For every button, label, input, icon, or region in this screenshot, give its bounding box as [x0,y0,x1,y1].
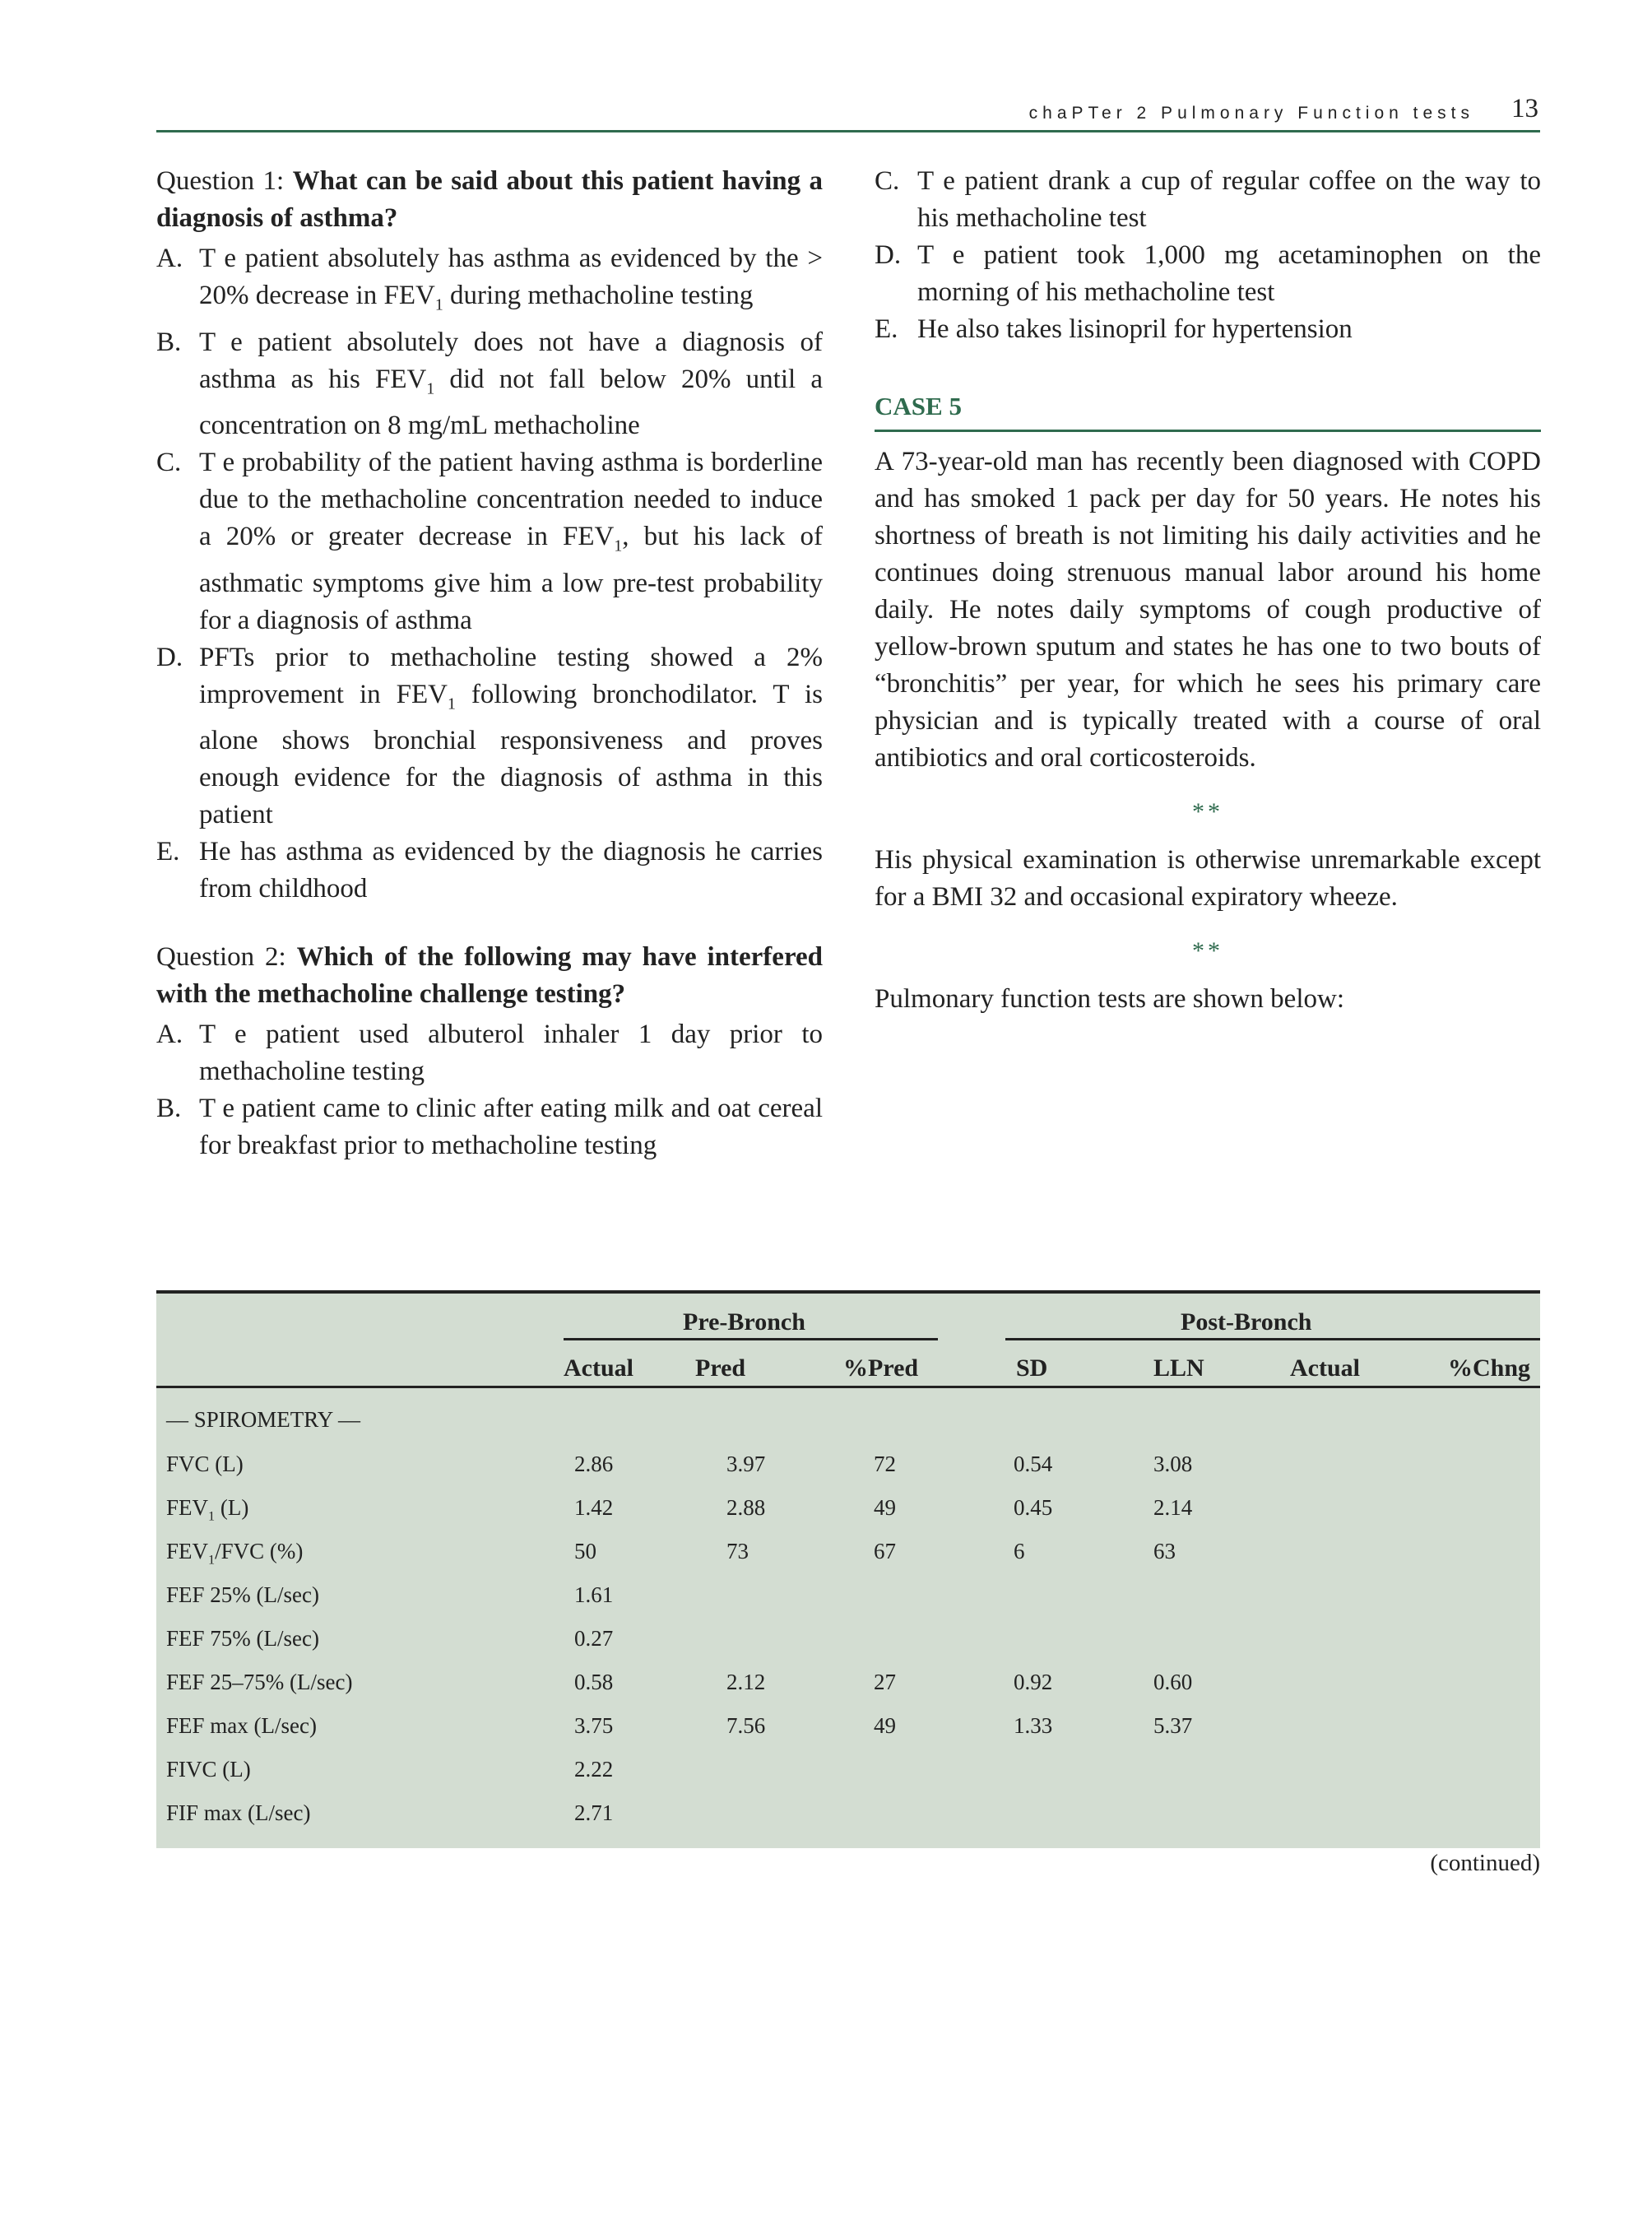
case-title: CASE 5 [875,388,1541,432]
table-row [156,1703,1540,1748]
answer-option [875,237,1541,311]
chapter-title: chaPTer 2 Pulmonary Function tests [1028,104,1474,123]
table-cell: 49 [874,1495,896,1520]
group-post-bronch: Post-Bronch [1181,1308,1312,1336]
row-label: $FEV_1$ (L) [166,1495,249,1524]
answer-option [156,834,823,908]
column-header: %Pred [843,1354,919,1382]
question-1-options [156,240,823,908]
table-cell: 0.92 [1014,1670,1053,1694]
case-paragraph-1: A 73-year-old man has recently been diagnosed with COPD and has smoked 1 pack per day for 50 years. He notes his shortness of breath is not limiting his daily activities and he continues doing strenuous manual labor around his home daily. He notes daily symptoms of cough productive of yellow-brown sputum and states he has one to two bouts of “bronchitis” per year, for which he sees his primary care physician and is typically treated with a course of oral antibiotics and oral corticosteroids. [875,447,1541,773]
table-cell: 7.56 [726,1713,766,1738]
question-1-text: What can be said about this patient having a diagnosis of asthma? [156,166,823,233]
row-label: FEF 25% (L/sec) [166,1582,319,1607]
option-letter: E. [875,314,898,344]
table-cell: 3.08 [1153,1452,1193,1476]
answer-option [156,324,823,445]
continued-note: (continued) [1430,1850,1540,1876]
table-cell: 5.37 [1153,1713,1193,1738]
group-pre-bronch: Pre-Bronch [683,1308,805,1336]
row-label: $FEV_1$/FVC (%) [166,1539,304,1568]
group-post-underline [1005,1338,1540,1340]
section-break: ** [1192,798,1223,825]
answer-option [156,240,823,324]
group-pre-underline [564,1338,938,1340]
table-cell: 0.58 [574,1670,614,1694]
table-cell: 0.54 [1014,1452,1053,1476]
column-header: %Chng [1448,1354,1531,1382]
row-label: FIF max (L/sec) [166,1800,311,1825]
table-cell: 1.33 [1014,1713,1053,1738]
left-column [156,163,823,1164]
table-row [156,1747,1540,1791]
table-cell: 2.71 [574,1800,614,1825]
case-paragraph-3: Pulmonary function tests are shown below: [875,984,1344,1014]
table-row [156,1529,1540,1573]
option-letter: B. [156,327,182,357]
table-cell: 27 [874,1670,896,1694]
table-cell: 72 [874,1452,896,1476]
option-text: He has asthma as evidenced by the diagnosis he carries from childhood [199,837,823,904]
option-text: T e patient came to clinic after eating milk and oat cereal for breakfast prior to methacholine testing [199,1094,823,1161]
section-break: ** [1192,937,1223,964]
column-header: Actual [564,1354,633,1382]
table-cell: 3.97 [726,1452,766,1476]
pft-table [156,1290,1540,1848]
option-text: T e patient took 1,000 mg acetaminophen on the morning of his methacholine test [917,240,1541,307]
answer-option [875,163,1541,237]
row-label: FEF max (L/sec) [166,1713,317,1738]
option-letter: C. [156,448,182,478]
option-letter: D. [875,240,902,270]
question-2-options [156,1016,823,1164]
answer-option [156,1016,823,1090]
option-text: T e probability of the patient having asthma is borderline due to the methacholine concentration needed to induce a 20% or greater decrease in $FEV_1$, but his lack of asthmatic symptoms give him a low pre-test probability for a diagnosis of asthma [199,448,823,635]
question-1-prefix: Question 1: [156,166,293,196]
table-cell: 2.88 [726,1495,766,1520]
table-row [156,1442,1540,1486]
option-letter: A. [156,244,183,273]
right-column [875,163,1541,1018]
option-text: He also takes lisinopril for hypertension [917,314,1353,344]
table-row [156,1616,1540,1661]
option-text: T e patient drank a cup of regular coffee on the way to his methacholine test [917,166,1541,233]
option-letter: D. [156,642,183,672]
running-header [156,89,1540,132]
section-label: — SPIROMETRY — [166,1407,361,1432]
row-label: FIVC (L) [166,1757,251,1782]
table-cell: 1.42 [574,1495,614,1520]
answer-option [156,444,823,639]
table-cell: 49 [874,1713,896,1738]
option-letter: B. [156,1094,182,1124]
row-label: FVC (L) [166,1452,244,1476]
table-cell: 2.14 [1153,1495,1193,1520]
column-header: SD [1016,1354,1048,1382]
answer-option [156,639,823,834]
column-header: Actual [1290,1354,1360,1382]
table-cell: 2.22 [574,1757,614,1782]
table-cell: 50 [574,1539,596,1563]
option-text: T e patient absolutely does not have a diagnosis of asthma as his $FEV_1$ did not fall below 20% until a concentration on 8 mg/mL methacholine [199,327,823,441]
table-cell: 0.60 [1153,1670,1193,1694]
column-header: Pred [695,1354,746,1382]
option-text: T e patient used albuterol inhaler 1 day prior to methacholine testing [199,1020,823,1087]
table-cell: 1.61 [574,1582,614,1607]
table-row [156,1791,1540,1835]
question-2 [156,939,823,1013]
row-label: FEF 25–75% (L/sec) [166,1670,353,1694]
table-row [156,1660,1540,1704]
table-cell: 63 [1153,1539,1176,1563]
page-number: 13 [1511,94,1538,123]
table-row [156,1485,1540,1530]
table-cell: 2.86 [574,1452,614,1476]
column-header: LLN [1153,1354,1204,1382]
table-cell: 67 [874,1539,896,1563]
case-paragraph-2: His physical examination is otherwise unremarkable except for a BMI 32 and occasional expiratory wheeze. [875,845,1541,912]
header-rule [156,1386,1540,1388]
question-1 [156,163,823,237]
table-cell: 73 [726,1539,749,1563]
option-letter: C. [875,166,900,196]
table-row [156,1573,1540,1617]
option-text: T e patient absolutely has asthma as evidenced by the > 20% decrease in $FEV_1$ during methacholine testing [199,244,823,314]
table-cell: 0.45 [1014,1495,1053,1520]
option-text: PFTs prior to methacholine testing showed a 2% improvement in $FEV_1$ following bronchodilator. T is alone shows bronchial responsiveness and proves enough evidence for the diagnosis of asthma in this patient [199,642,823,830]
answer-option [875,311,1541,348]
table-cell: 3.75 [574,1713,614,1738]
question-2-text: Which of the following may have interfered with the methacholine challenge testing? [156,942,823,1010]
answer-option [156,1090,823,1164]
table-cell: 0.27 [574,1626,614,1651]
question-2-options-continued [875,163,1541,348]
option-letter: A. [156,1020,183,1050]
row-label: FEF 75% (L/sec) [166,1626,319,1651]
section-row [156,1397,1540,1442]
question-2-prefix: Question 2: [156,942,297,973]
option-letter: E. [156,837,180,867]
table-cell: 6 [1014,1539,1025,1563]
table-cell: 2.12 [726,1670,766,1694]
